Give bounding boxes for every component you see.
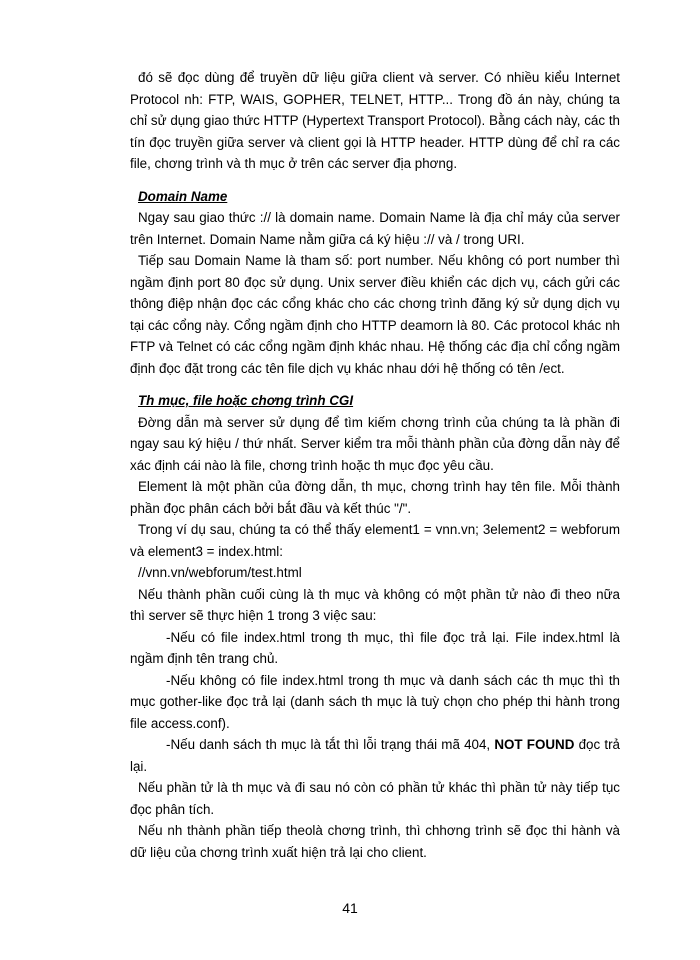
- page-body: [130, 67, 620, 863]
- paragraph-cgi-2: Element là một phần của đờng dẫn, th mục, chơng trình hay tên file. Mỗi thành phần đọc phân cách bởi bắt đầu và kết thúc "/".: [130, 479, 620, 516]
- paragraph-cgi-6: Nếu phần tử là th mục và đi sau nó còn có phần tử khác thì phần tử này tiếp tục đọc phân tích.: [130, 780, 620, 817]
- paragraph-cgi-7: Nếu nh thành phần tiếp theolà chơng trình, thì chhơng trình sẽ đọc thi hành và dữ liệu của chơng trình xuất hiện trả lại cho client.: [130, 823, 620, 860]
- list-item-no-index: -Nếu không có file index.html trong th mục và danh sách các th mục thì th mục gother-like đọc trả lại (danh sách th mục là tuỳ chọn cho phép thi hành trong file access.conf).: [130, 672, 620, 731]
- paragraph-cgi-5: Nếu thành phần cuối cùng là th mục và không có một phần tử nào đi theo nữa thì server sẽ thực hiện 1 trong 3 việc sau:: [130, 586, 620, 623]
- list-item-text: -Nếu danh sách th mục là tắt thì lỗi trạng thái mã 404,: [166, 737, 495, 752]
- section-heading-cgi: Th mục, file hoặc chơng trình CGI: [138, 393, 354, 408]
- section-heading-domain-name: Domain Name: [138, 188, 228, 204]
- list-item-index-file: -Nếu có file index.html trong th mục, thì file đọc trả lại. File index.html là ngầm định tên trang chủ.: [130, 629, 620, 666]
- list-item-not-found: [130, 734, 620, 777]
- paragraph-cgi-1: Đờng dẫn mà server sử dụng để tìm kiếm chơng trình của chúng ta là phần đi ngay sau ký hiệu / thứ nhất. Server kiểm tra mỗi thành phần của đờng dẫn này để xác định cái nào là file, chơng trình hoặc th mục đọc yêu cầu.: [130, 414, 620, 473]
- paragraph-domain-2: Tiếp sau Domain Name là tham số: port number. Nếu không có port number thì ngầm định port 80 đọc sử dụng. Unix server điều khiển các dịch vụ, cách gửi các thông điệp nhận đọc các cổng khác cho các chơng trình đăng ký sử dụng dịch vụ tại các cổng này. Cổng ngầm định cho HTTP deamorn là 80. Các protocol khác nh FTP và Telnet có các cổng ngầm định khác nhau. Hệ thống các địa chỉ cổng ngầm định đọc đặt trong các tên file dịch vụ khác nhau dới hệ thống có tên /ect.: [130, 253, 620, 376]
- list-item-text-end: đọc trả lại.: [130, 737, 620, 774]
- page-number: 41: [342, 900, 358, 916]
- paragraph-intro: đó sẽ đọc dùng để truyền dữ liệu giữa client và server. Có nhiều kiểu Internet Protocol nh: FTP, WAIS, GOPHER, TELNET, HTTP... Trong đồ án này, chúng ta chỉ sử dụng giao thức HTTP (Hypertext Transport Protocol). Bằng cách này, các th tín đọc truyền giữa server và client gọi là HTTP header. HTTP dùng để chỉ ra các file, chơng trình và th mục ở trên các server địa phơng.: [130, 70, 620, 171]
- paragraph-cgi-3: Trong ví dụ sau, chúng ta có thể thấy element1 = vnn.vn; 3element2 = webforum và element3 = index.html:: [130, 522, 620, 559]
- example-url: //vnn.vn/webforum/test.html: [138, 565, 302, 580]
- paragraph-domain-1: Ngay sau giao thức :// là domain name. Domain Name là địa chỉ máy của server trên Internet. Domain Name nằm giữa cá ký hiệu :// và / trong URI.: [130, 210, 620, 247]
- not-found-label: NOT FOUND: [494, 737, 575, 752]
